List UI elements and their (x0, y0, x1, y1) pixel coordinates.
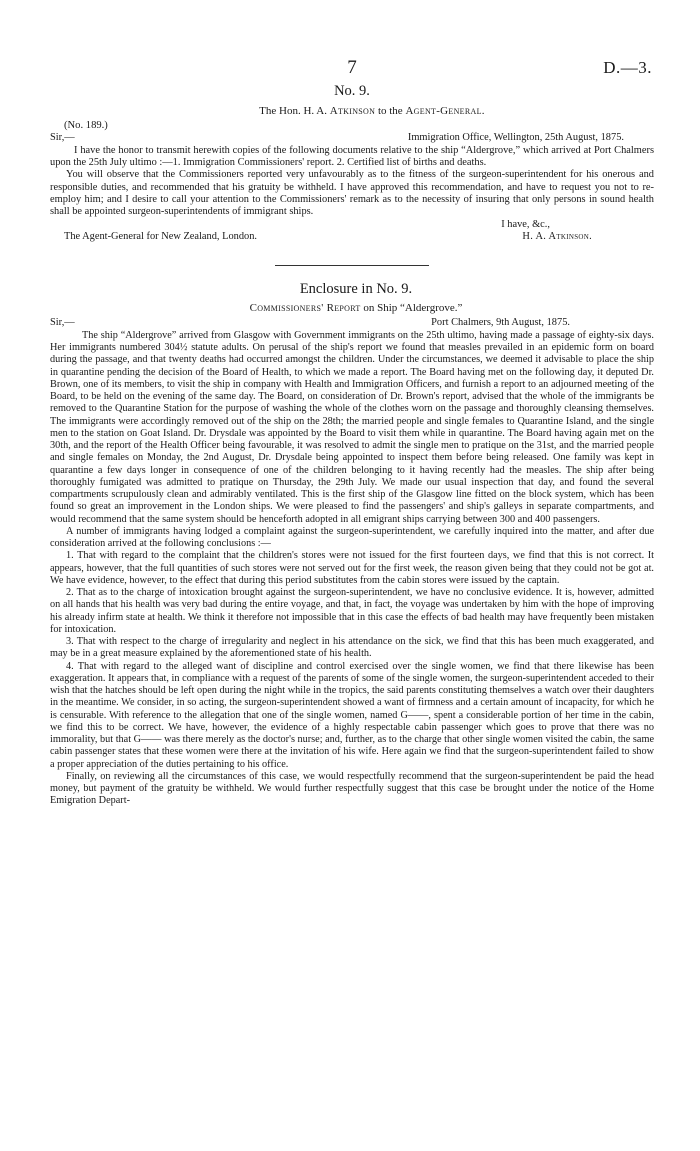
enclosure-subtitle (50, 302, 654, 315)
conclusion-item-4: 4. That with regard to the alleged want of discipline and control exercised over the single women, we find that there likewise has been exaggeration. It appears that, in compliance with a request of the parents of some of the single women, the surgeon-superintendent acceded to their wish that the hatches should be left open during the night while in the tropics, the said parents constituting themselves a watch over their daughters in the meantime. We consider, in so acting, the surgeon-superintendent showed a want of firmness and a certain amount of incapacity, for which he is censurable. With reference to the allegation that one of the single women, named G——, spent a considerable portion of her time in the cabin, we find this to be correct. We have, however, the evidence of a highly respectable cabin passenger which goes to prove that there was no immorality, but that G—— was there merely as the doctor's nurse; and, further, as to the charge that other single women visited the cabin, the same cabin passenger states that these women were there at the invitation of his wife. Here again we find that the surgeon-superintendent failed to show a proper appreciation of the duties pertaining to his office. (50, 660, 654, 770)
page-header (50, 0, 654, 78)
enclosure-subtitle-ship: on Ship “Aldergrove.” (363, 302, 463, 315)
letter-paragraph-2: You will observe that the Commissioners reported very unfavourably as to the fitness of the surgeon-superintendent for his onerous and responsible duties, and recommended that his gratuity be withheld. I have approved this recommendation, and have to request you not to re-employ him; and I desire to call your attention to the Commissioners' remark as to the necessity of insuring that only persons in sound health shall be appointed surgeon-superintendents of immigrant ships. (50, 169, 654, 218)
enclosure-body (50, 330, 654, 808)
heading-recipient: Agent-General. (405, 105, 485, 117)
letter-ref-number: (No. 189.) (64, 120, 108, 131)
heading-to: to the (377, 105, 403, 117)
letter-paragraph-1: I have the honor to transmit herewith copies of the following documents relative to the ship “Aldergrove,” which arrived at Port Chalmers upon the 25th July ultimo :—1. Immigration Commissioners' report. 2. Certified list of births and deaths. (50, 144, 654, 169)
heading-sender: Atkinson (329, 105, 376, 117)
enclosure-title: Enclosure in No. 9. (299, 281, 413, 298)
salutation-row (50, 132, 654, 144)
enclosure-subtitle-report: Commissioners' Report (249, 302, 361, 315)
enclosure-paragraph-final: Finally, on reviewing all the circumstances of this case, we would respectfully recommend that the surgeon-superintendent be paid the head money, but payment of the gratuity be withheld. We would further respectfully suggest that this case be brought under the notice of the Home Emigration Depart- (50, 770, 654, 807)
signature-row (50, 231, 654, 243)
enclosure-address: Port Chalmers, 9th August, 1875. (431, 317, 570, 329)
letter-salutation: Sir,— (50, 132, 75, 144)
letter-heading (50, 104, 654, 118)
letter-closing: I have, &c., (501, 218, 550, 230)
section-divider (275, 265, 429, 266)
page-number: 7 (347, 57, 357, 78)
letter-signature: H. A. Atkinson. (522, 231, 592, 243)
letter-addressee: The Agent-General for New Zealand, London. (64, 231, 258, 243)
conclusion-item-1: 1. That with regard to the complaint that the children's stores were not issued for the first fourteen days, we find that this is not correct. It appears, however, that the full quantities of such stores were not served out for the first week, the reason given being that they could not be got at. We have evidence, however, to the effect that during this period substitutes from the cabin stores were issued by the captain. (50, 550, 654, 586)
heading-prefix: The Hon. H. A. (259, 105, 327, 117)
enclosure-salutation: Sir,— (50, 317, 75, 329)
enclosure-paragraph-2: A number of immigrants having lodged a complaint against the surgeon-superintendent, we carefully inquired into the matter, and after due consideration arrived at the following conclusions :— (50, 525, 654, 550)
letter-address: Immigration Office, Wellington, 25th August, 1875. (407, 132, 624, 144)
enclosure-paragraph-1: The ship “Aldergrove” arrived from Glasgow with Government immigrants on the 25th ultimo, having made a passage of eighty-six days. Her immigrants numbered 304½ statute adults. On perusal of the ship's report we found that measles prevailed in an epidemic form on board during the passage, and that twenty deaths had occurred amongst the children. Under the circumstances, we deemed it advisable to place the ship in quarantine pending the decision of the Board of Health, to which we made a report. The Board having met on the following day, it deputed Dr. Brown, one of its members, to visit the ship in company with Health and Immigration Officers, and furnish a report to an adjourned meeting of the Board, to be held on the evening of the same day. The Board, on consideration of Dr. Brown's report, advised that the whole of the immigrants be removed to the Quarantine Station for the purpose of washing the whole of the clothes worn on the passage and thoroughly cleansing themselves. The immigrants were accordingly removed out of the ship on the 28th; the married people and single females to Quarantine Island, and the single men to the station on Goat Island. Dr. Drysdale was appointed by the Board to visit them while in quarantine. The Board having again met on the 30th, and the report of the Health Officer being favourable, it was resolved to admit the single men to pratique on the 31st, and the married people and single females on Monday, the 2nd August, Dr. Drysdale being appointed to inspect them before being released. One family was kept in quarantine a few days longer in consequence of one of the children belonging to it having recently had the measles. The ship after being thoroughly fumigated was admitted to pratique on Thursday, the 29th July. We made our usual inspection that day, and found the several compartments scrupulously clean and admirably ventilated. This is the first ship of the Glasgow line fitted on the block system, which has been found so great an improvement in the London ships. We were pleased to find the passengers' and ship's galleys in separate compartments, and would recommend that the same system should be henceforth adopted in all emigrant ships carrying between 300 and 400 passengers. (50, 329, 654, 525)
conclusion-item-2: 2. That as to the charge of intoxication brought against the surgeon-superintendent, we have no conclusive evidence. It is, however, admitted on all hands that his health was very bad during the entire voyage, and that, in fact, the voyage was undertaken by him with the hope of improving his already infirm state at health. We think it therefore not impossible that in this case the effects of bad health may have frequently been mistaken for intoxication. (50, 587, 654, 635)
conclusion-item-3: 3. That with respect to the charge of irregularity and neglect in his attendance on the sick, we find that this has been much exaggerated, and may be in a great measure explained by the aforementioned state of his health. (50, 636, 654, 660)
letter-number: No. 9. (334, 83, 370, 99)
enclosure-salutation-row (50, 317, 654, 329)
document-reference: D.—3. (603, 58, 652, 77)
